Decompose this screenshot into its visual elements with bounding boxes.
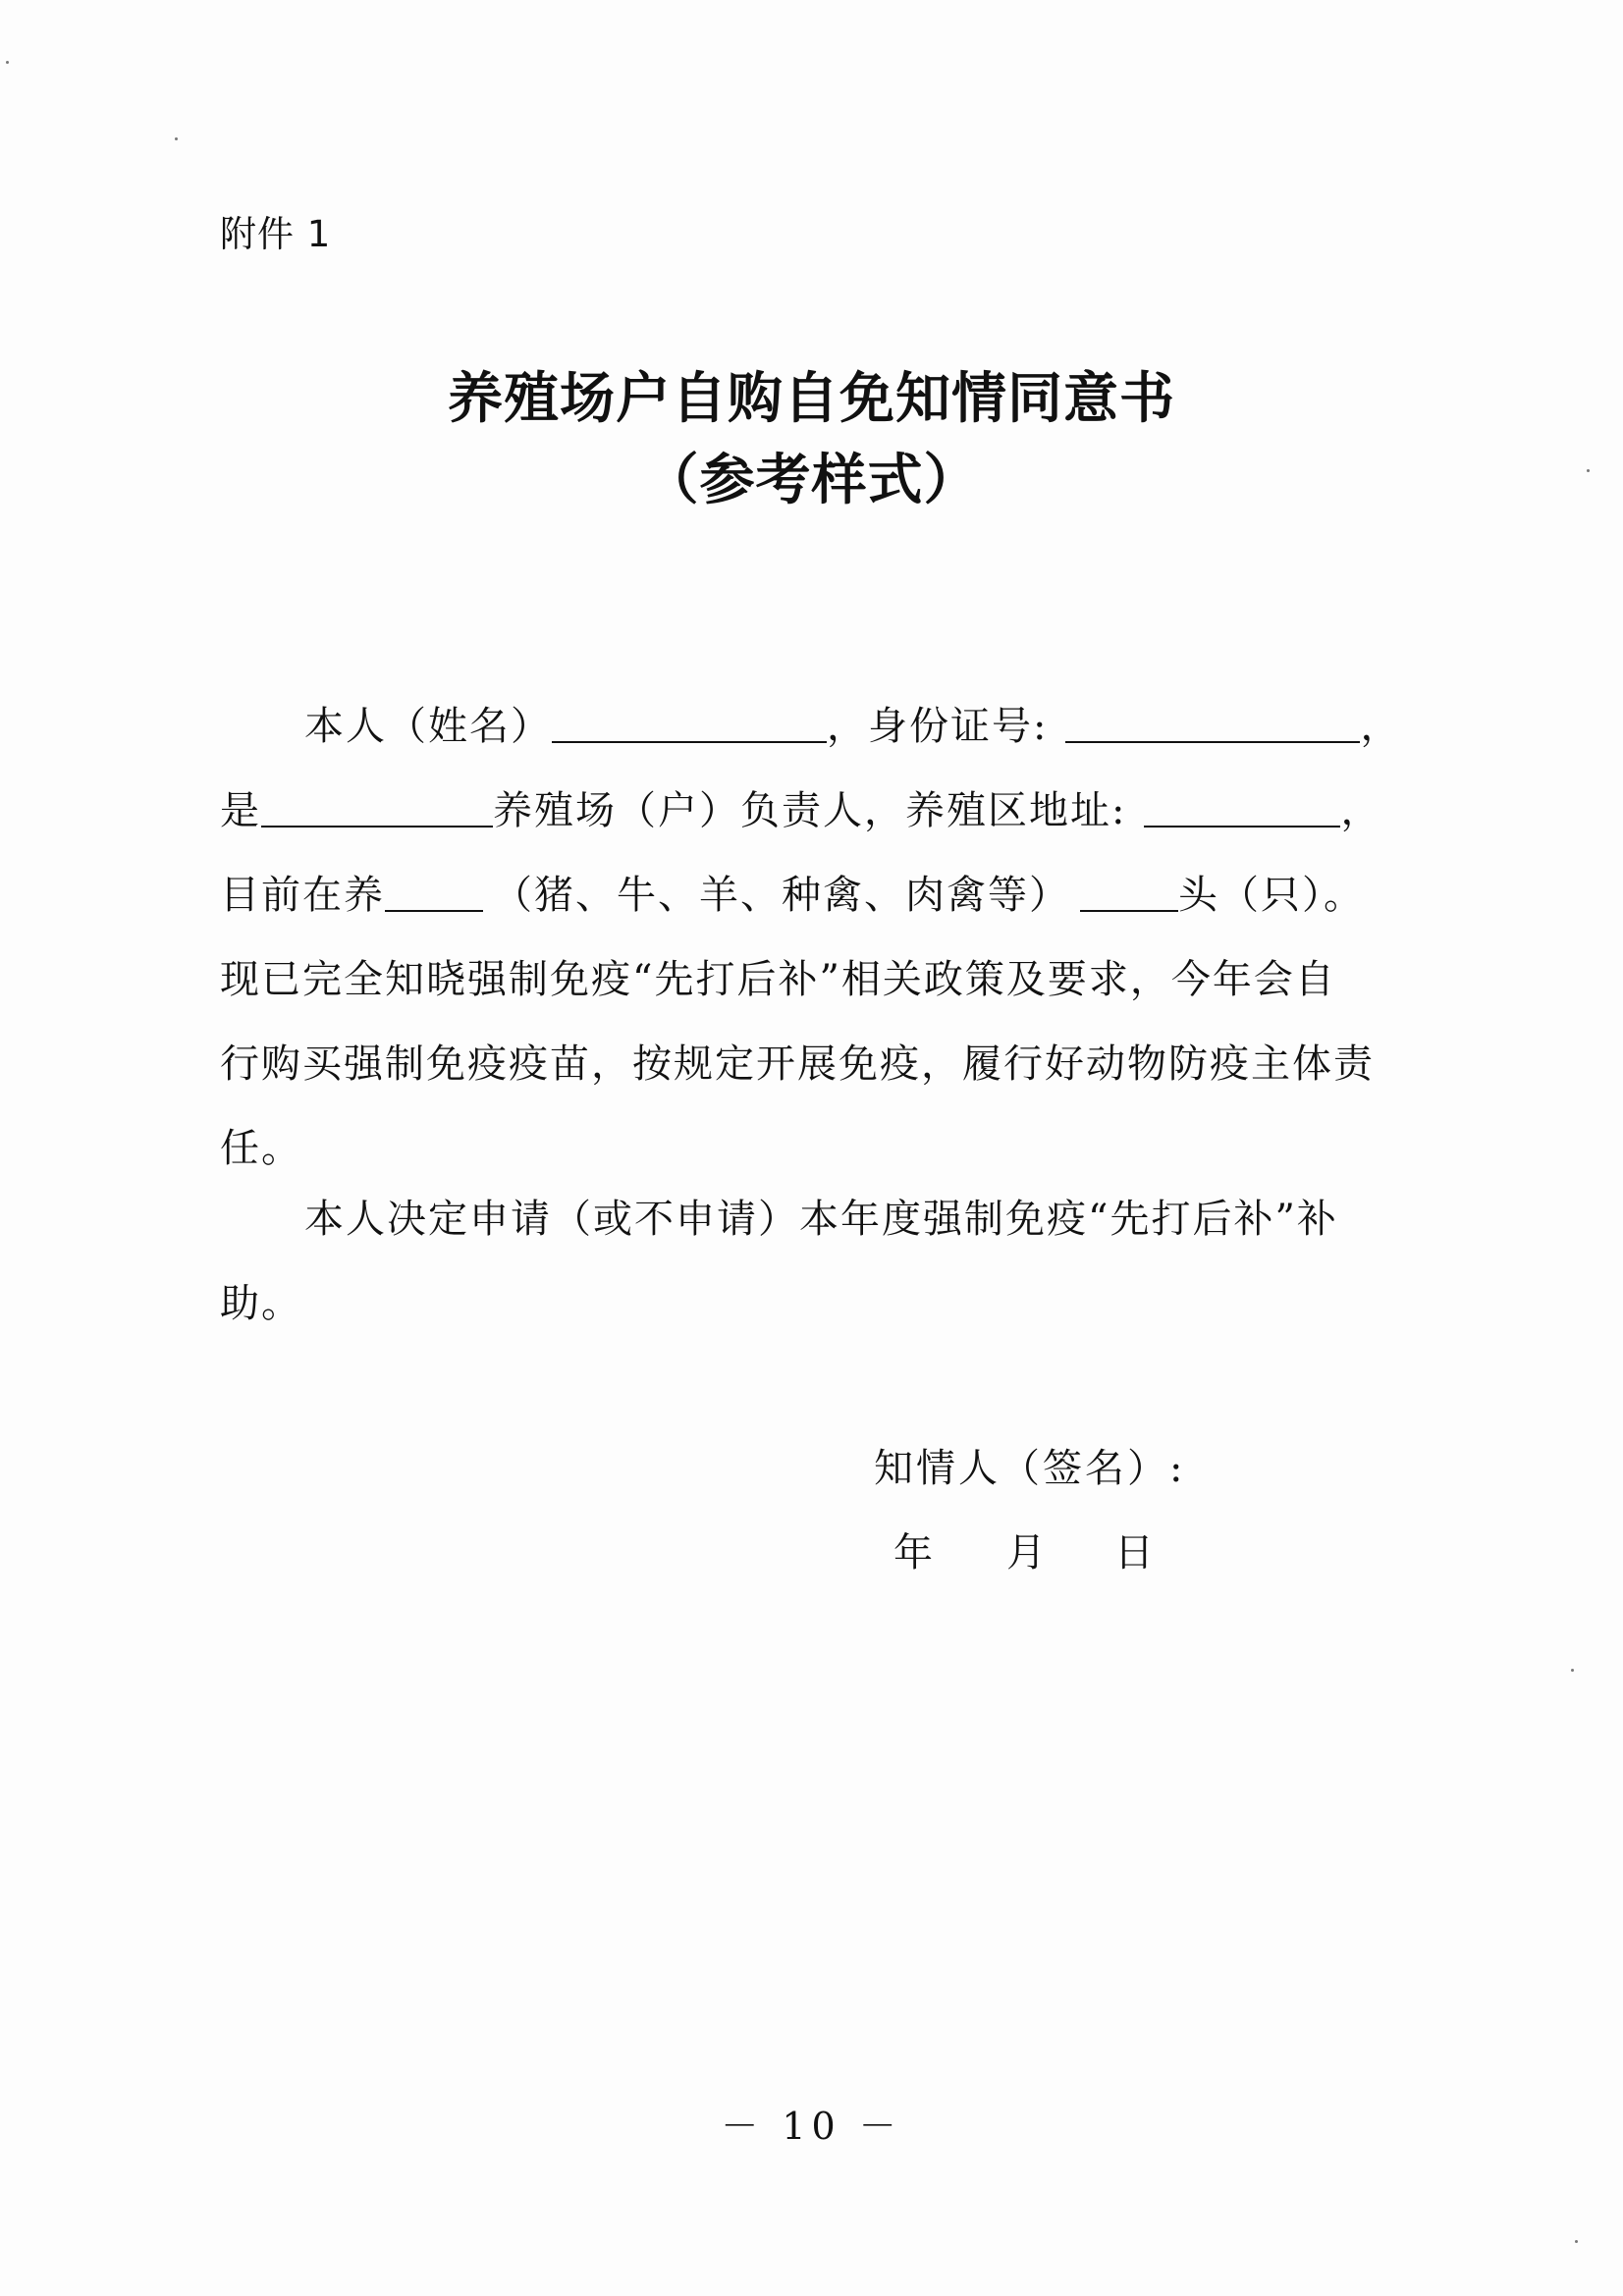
label-animal-types: （猪、牛、羊、种禽、肉禽等） bbox=[493, 873, 1070, 918]
farm-name-blank[interactable] bbox=[261, 788, 493, 828]
label-farm-address: 养殖场（户）负责人，养殖区地址: bbox=[493, 788, 1127, 833]
document-title: 养殖场户自购自免知情同意书 bbox=[448, 366, 1175, 431]
body-line-3 bbox=[220, 868, 1365, 923]
scan-speck bbox=[1571, 1669, 1574, 1672]
label-id-number: ，身份证号: bbox=[827, 704, 1049, 749]
page-number: － 10 － bbox=[721, 2105, 902, 2148]
body-line-4: 现已完全知晓强制免疫“先打后补”相关政策及要求，今年会自 bbox=[220, 957, 1336, 1002]
scan-speck bbox=[1575, 2240, 1578, 2243]
body-line-1 bbox=[304, 699, 1401, 754]
document-subtitle: （参考样式） bbox=[643, 448, 980, 512]
body-line-7: 本人决定申请（或不申请）本年度强制免疫“先打后补”补 bbox=[304, 1197, 1338, 1242]
comma: ， bbox=[1340, 788, 1382, 833]
scan-speck bbox=[1587, 469, 1590, 472]
attachment-label: 附件 1 bbox=[220, 213, 332, 255]
farm-address-blank[interactable] bbox=[1144, 788, 1340, 828]
comma: ， bbox=[1360, 704, 1402, 749]
animal-count-blank[interactable] bbox=[1080, 873, 1178, 912]
date-month: 月 bbox=[1006, 1530, 1046, 1575]
scan-speck bbox=[175, 137, 178, 140]
label-head-unit: 头（只）。 bbox=[1178, 873, 1365, 918]
label-currently-raising: 目前在养 bbox=[220, 873, 385, 918]
date-day: 日 bbox=[1114, 1530, 1154, 1575]
signature-label: 知情人（签名）: bbox=[874, 1446, 1186, 1491]
animal-type-blank[interactable] bbox=[385, 873, 483, 912]
date-year: 年 bbox=[893, 1530, 933, 1575]
body-line-2 bbox=[220, 783, 1381, 838]
name-blank[interactable] bbox=[552, 704, 827, 743]
label-is: 是 bbox=[220, 788, 261, 833]
body-line-6: 任。 bbox=[220, 1126, 302, 1171]
label-name: 本人（姓名） bbox=[304, 704, 552, 749]
body-line-5: 行购买强制免疫疫苗，按规定开展免疫，履行好动物防疫主体责 bbox=[220, 1041, 1375, 1087]
scan-speck bbox=[6, 61, 9, 64]
id-number-blank[interactable] bbox=[1065, 704, 1360, 743]
body-line-8: 助。 bbox=[220, 1281, 302, 1326]
